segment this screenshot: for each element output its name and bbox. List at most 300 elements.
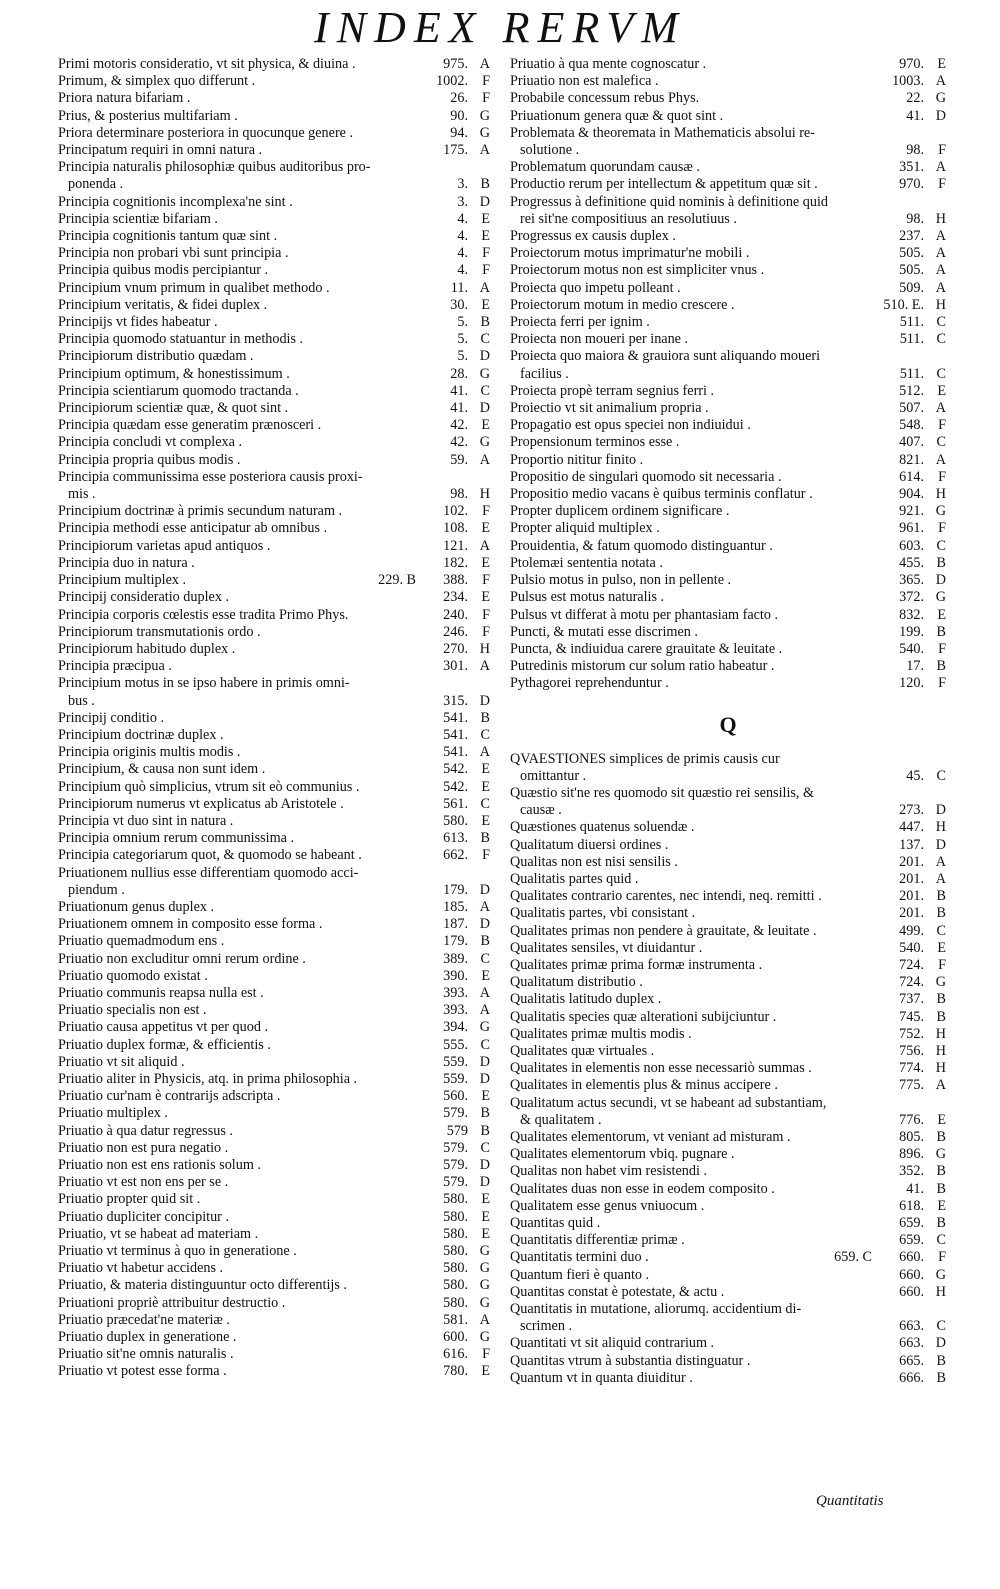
entry-page-number: 724. [899,974,924,991]
entry-page-number: 540. [899,640,924,657]
page-title: INDEX RERVM [314,3,686,52]
entry-section-letter: C [936,1232,946,1249]
entry-text: Principium doctrinæ à primis secundum naturam . [58,503,343,520]
entry-section-letter: C [480,382,490,399]
index-entry [58,348,490,365]
entry-section-letter: E [937,382,946,399]
entry-section-letter: A [935,870,946,887]
index-entry [510,125,946,159]
entry-page-number: 45. [906,767,924,784]
index-entry [510,348,946,382]
entry-page-number: 579. [443,1174,468,1191]
entry-section-letter: F [938,520,946,537]
entry-section-letter: A [935,279,946,296]
entry-page-number: 4. [457,210,468,227]
index-entry [58,538,490,555]
entry-section-letter: F [938,675,946,692]
entry-text: Qualitates elementorum vbiq. pugnare . [510,1146,735,1163]
entry-section-letter: E [481,296,490,313]
entry-text: Qualitas non est nisi sensilis . [510,853,678,870]
entry-section-letter: F [482,847,490,864]
entry-page-number: 98. [906,210,924,227]
index-entry [58,142,490,159]
entry-section-letter: G [935,503,946,520]
index-entry [510,1284,946,1301]
entry-text: Priora natura bifariam . [58,90,191,107]
index-entry [510,1043,946,1060]
entry-section-letter: A [479,984,490,1001]
entry-section-letter: E [481,210,490,227]
entry-text: Priuationum genera quæ & quot sint . [510,107,724,124]
entry-text: Principia non probari vbi sunt principia . [58,245,289,262]
entry-text: Principiorum varietas apud antiquos . [58,537,271,554]
entry-section-letter: E [481,812,490,829]
entry-page-number: 4. [457,262,468,279]
entry-page-number: 511. [899,365,924,382]
entry-section-letter: E [481,417,490,434]
entry-text: Principia duo in natura . [58,554,195,571]
entry-section-letter: F [482,245,490,262]
entry-text: Pulsus est motus naturalis . [510,589,665,606]
index-entry [58,589,490,606]
index-entry [58,985,490,1002]
entry-page-number: 559. [443,1053,468,1070]
entry-text: Principium veritatis, & fidei duplex . [58,296,268,313]
index-entry [510,572,946,589]
entry-continuation: causæ . [520,802,562,819]
entry-text: Ptolemæi sententia notata . [510,554,663,571]
index-entry [58,1123,490,1140]
index-entry [510,871,946,888]
entry-page-number: 970. [899,56,924,72]
index-entry [58,658,490,675]
section-letter-q: Q [719,711,737,737]
entry-page-number: 26. [450,90,468,107]
entry-text: Principium motus in se ipso habere in primis omni- bus . [58,675,430,709]
index-entry [58,1157,490,1174]
entry-text: Principia quædam esse generatim prænosceri . [58,417,322,434]
index-entry [510,1353,946,1370]
index-entry [58,1071,490,1088]
index-entry [58,1002,490,1019]
entry-text: Quæstiones quatenus soluendæ . [510,819,695,836]
entry-text: Quantitatis in mutatione, aliorumq. accidentium di- scrimen . [510,1301,886,1335]
entry-section-letter: G [935,974,946,991]
index-entry [58,417,490,434]
entry-page-number: 185. [443,898,468,915]
entry-text: Principiorum transmutationis ordo . [58,623,261,640]
index-entry [58,1226,490,1243]
index-entry [510,245,946,262]
entry-section-letter: C [936,314,946,331]
index-entry [58,951,490,968]
entry-section-letter: A [479,279,490,296]
entry-text: Quantitas constat è potestate, & actu . [510,1283,725,1300]
entry-page-number: 240. [443,606,468,623]
index-entry [58,847,490,864]
entry-section-letter: F [938,142,946,159]
entry-text: Priuatio vt est non ens per se . [58,1174,229,1191]
index-entry [510,974,946,991]
index-entry [58,744,490,761]
entry-section-letter: B [480,1105,490,1122]
index-entry [58,1209,490,1226]
entry-section-letter: B [936,1369,946,1386]
index-entry [510,589,946,606]
entry-page-number: 663. [899,1318,924,1335]
entry-section-letter: H [479,640,490,657]
index-entry [58,1037,490,1054]
entry-section-letter: F [482,90,490,107]
entry-page-number: 201. [899,853,924,870]
entry-page-number: 665. [899,1352,924,1369]
entry-section-letter: A [935,73,946,90]
entry-text: Qualitates in elementis plus & minus accipere . [510,1077,778,1094]
index-entry [510,819,946,836]
entry-text: Priuatio aliter in Physicis, atq. in prima philosophia . [58,1070,358,1087]
index-entry [510,262,946,279]
entry-page-number: 832. [899,606,924,623]
entry-section-letter: A [935,228,946,245]
index-entry [510,1077,946,1094]
index-entry [58,813,490,830]
entry-continuation: ponenda . [68,176,124,193]
entry-page-number: 1003. [892,73,924,90]
entry-text: Priuatio causa appetitus vt per quod . [58,1019,269,1036]
entry-page-number: 580. [443,1260,468,1277]
entry-section-letter: G [479,1277,490,1294]
index-entry [58,1191,490,1208]
index-entry [510,176,946,193]
entry-page-number: 407. [899,434,924,451]
entry-text: Principia quibus modis percipiantur . [58,262,269,279]
index-entry [58,607,490,624]
index-entry [58,779,490,796]
entry-section-letter: D [479,400,490,417]
entry-text: Principia communissima esse posteriora causis proxi- mis . [58,469,430,503]
entry-text: Progressus ex causis duplex . [510,228,676,245]
entry-text: Pulsio motus in pulso, non in pellente . [510,572,732,589]
entry-section-letter: C [936,434,946,451]
entry-text: Quantum vt in quanta diuiditur . [510,1369,693,1386]
index-entry [510,538,946,555]
entry-page-number: 775. [899,1077,924,1094]
entry-page-number: 618. [899,1197,924,1214]
entry-section-letter: A [479,898,490,915]
entry-text: Quantum fieri è quanto . [510,1266,650,1283]
entry-text: Propagatio est opus speciei non indiuidui . [510,417,751,434]
entry-text: Probabile concessum rebus Phys. [510,90,700,107]
entry-page-number: 921. [899,503,924,520]
index-entry [510,434,946,451]
entry-text: Priuationem omnem in composito esse forma . [58,916,323,933]
entry-text: Principium, & causa non sunt idem . [58,761,266,778]
entry-section-letter: A [935,400,946,417]
entry-page-number: 660. [899,1266,924,1283]
entry-text: Principia concludi vt complexa . [58,434,242,451]
entry-text: Principiorum numerus vt explicatus ab Aristotele . [58,795,344,812]
entry-text: Priuationum genus duplex . [58,898,215,915]
entry-page-number: 137. [899,836,924,853]
entry-page-number: 580. [443,1208,468,1225]
index-entry [58,1260,490,1277]
entry-page-number: 393. [443,1002,468,1019]
entry-text: Priuatio non est ens rationis solum . [58,1157,261,1173]
entry-text: Principium doctrinæ duplex . [58,726,224,743]
entry-text: Qualitates primas non pendere à grauitate, & leuitate . [510,922,817,939]
entry-text: Principiorum habitudo duplex . [58,640,236,657]
entry-text: Qualitatis partes quid . [510,870,639,887]
index-entry [510,905,946,922]
entry-text: Quantitas vtrum à substantia distinguatur . [510,1352,751,1369]
entry-page-number: 510. E. [883,296,924,313]
entry-section-letter: C [936,331,946,348]
entry-text: Principia methodi esse anticipatur ab omnibus . [58,520,328,537]
entry-page-number: 600. [443,1329,468,1346]
index-entry [510,1249,946,1266]
entry-page-number: 179. [443,933,468,950]
entry-page-number: 614. [899,468,924,485]
entry-section-letter: G [479,124,490,141]
entry-section-letter: G [479,1260,490,1277]
entry-section-letter: A [479,537,490,554]
entry-continuation: piendum . [68,881,125,898]
entry-page-number: 737. [899,991,924,1008]
entry-page-number: 98. [450,486,468,503]
entry-section-letter: B [936,888,946,905]
entry-page-number: 505. [899,262,924,279]
entry-text: Primum, & simplex quo differunt . [58,73,256,90]
index-entry [58,675,490,709]
entry-page-number: 182. [443,554,468,571]
entry-text: Qualitates in elementis non esse necessariò summas . [510,1060,812,1077]
entry-section-letter: B [936,905,946,922]
entry-section-letter: E [481,520,490,537]
index-entry [510,923,946,940]
entry-page-number: 102. [443,503,468,520]
entry-page-number: 237. [899,228,924,245]
entry-text: Propensionum terminos esse . [510,434,680,451]
entry-text: Principia categoriarum quot, & quomodo se habeant . [58,847,362,864]
entry-section-letter: A [935,159,946,176]
entry-section-letter: F [482,262,490,279]
entry-section-letter: C [936,1318,946,1335]
index-entry [510,90,946,107]
entry-page-number: 246. [443,623,468,640]
entry-section-letter: A [935,245,946,262]
entry-page-number: 3. [457,193,468,210]
entry-text: Qualitatem esse genus vniuocum . [510,1197,705,1214]
entry-section-letter: D [479,193,490,210]
entry-page-number: 580. [443,812,468,829]
entry-section-letter: A [479,451,490,468]
index-entry [58,641,490,658]
entry-page-number: 745. [899,1008,924,1025]
entry-text: Problematum quorundam causæ . [510,159,700,176]
index-entry [510,486,946,503]
index-entry [58,194,490,211]
entry-text: Propositio de singulari quomodo sit necessaria . [510,468,782,485]
entry-page-number: 394. [443,1019,468,1036]
index-entry [510,751,946,785]
entry-page-number: 393. [443,984,468,1001]
index-entry [58,1295,490,1312]
entry-text: Progressus à definitione quid nominis à definitione quid rei sit'ne compositiuus an resolutiuus . [510,194,886,228]
entry-page-number: 315. [443,692,468,709]
entry-section-letter: D [479,1174,490,1191]
section-p-continued [510,56,946,693]
entry-section-letter: B [480,314,490,331]
index-entry [510,1215,946,1232]
entry-page-number: 560. [443,1088,468,1105]
entry-section-letter: B [936,1180,946,1197]
entry-page-number: 555. [443,1036,468,1053]
entry-section-letter: E [481,1208,490,1225]
entry-page-number: 579. [443,1157,468,1173]
entry-page-number: 542. [443,761,468,778]
entry-page-number: 41. [906,107,924,124]
entry-page-number: 41. [450,382,468,399]
entry-text: Priuatio sit'ne omnis naturalis . [58,1346,234,1363]
index-entry [58,899,490,916]
entry-page-number: 548. [899,417,924,434]
entry-section-letter: E [937,1111,946,1128]
entry-text: Quantitati vt sit aliquid contrarium . [510,1335,715,1352]
index-entry [58,245,490,262]
index-entry [510,228,946,245]
entry-page-number: 580. [443,1277,468,1294]
entry-page-number: 559. [443,1070,468,1087]
entry-section-letter: B [936,991,946,1008]
index-entry [510,331,946,348]
entry-page-number: 41. [906,1180,924,1197]
entry-page-number: 663. [899,1335,924,1352]
index-entry [510,624,946,641]
entry-section-letter: G [935,1266,946,1283]
entry-text: Quantitatis termini duo . [510,1249,649,1266]
index-entry [58,1329,490,1346]
index-entry [510,1146,946,1163]
entry-page-number: 372. [899,589,924,606]
entry-section-letter: E [481,1088,490,1105]
entry-text: Principium optimum, & honestissimum . [58,365,290,382]
index-entry [510,1335,946,1352]
index-entry [58,108,490,125]
index-entry [58,503,490,520]
entry-section-letter: B [480,933,490,950]
entry-text: Priuationem nullius esse differentiam quomodo acci- piendum . [58,865,430,899]
entry-page-number: 540. [899,939,924,956]
index-entry [510,641,946,658]
index-entry [58,159,490,193]
index-entry [58,1346,490,1363]
entry-page-number: 499. [899,922,924,939]
entry-section-letter: A [479,56,490,72]
index-entry [58,572,490,589]
catchword: Quantitatis [816,1493,884,1509]
entry-text: Priuatio non est pura negatio . [58,1139,229,1156]
entry-page-number: 388. [443,572,468,589]
index-entry [510,940,946,957]
index-entry [58,624,490,641]
entry-continuation: facilius . [520,365,569,382]
entry-text: Principia originis multis modis . [58,744,241,761]
entry-text: Priuatio non excluditur omni rerum ordine . [58,950,306,967]
entry-page-number: 121. [443,537,468,554]
entry-continuation: solutione . [520,142,580,159]
entry-text: Priuatio specialis non est . [58,1002,207,1019]
entry-section-letter: E [937,1197,946,1214]
entry-section-letter: H [935,296,946,313]
entry-text: Qualitates contrario carentes, nec intendi, neq. remitti . [510,888,822,905]
entry-page-number: 234. [443,589,468,606]
entry-text: Propositio medio vacans è quibus terminis conflatur . [510,486,813,503]
entry-page-number: 659. [899,1232,924,1249]
index-entry [510,1095,946,1129]
entry-page-number: 512. [899,382,924,399]
entry-page-number: 5. [457,314,468,331]
entry-page-number: 389. [443,950,468,967]
entry-section-letter: C [480,331,490,348]
entry-section-letter: G [479,107,490,124]
entry-page-number: 98. [906,142,924,159]
index-entry [510,1301,946,1335]
entry-section-letter: F [482,623,490,640]
entry-page-number: 41. [450,400,468,417]
entry-text: Priuatio, vt se habeat ad materiam . [58,1225,259,1242]
entry-text: Priuatio quemadmodum ens . [58,933,225,950]
entry-section-letter: H [935,1283,946,1300]
entry-section-letter: G [935,589,946,606]
entry-section-letter: B [480,830,490,847]
index-entry [58,56,490,73]
entry-section-letter: D [935,836,946,853]
entry-page-number: 580. [443,1225,468,1242]
entry-section-letter: H [935,819,946,836]
entry-text: Quantitatis differentiæ primæ . [510,1232,685,1249]
entry-page-number: 59. [450,451,468,468]
entry-page-number: 541. [443,726,468,743]
index-entry [58,796,490,813]
entry-page-number: 187. [443,916,468,933]
entry-section-letter: E [481,1225,490,1242]
entry-text: Proiecta ferri per ignim . [510,314,650,331]
entry-page-number: 505. [899,245,924,262]
index-entry [58,297,490,314]
index-entry [58,1277,490,1294]
index-entry [510,1232,946,1249]
entry-text: Priuatio propter quid sit . [58,1191,201,1208]
entry-section-letter: B [936,1215,946,1231]
entry-page-number: 201. [899,905,924,922]
entry-continuation: bus . [68,692,95,709]
entry-page-number: 580. [443,1191,468,1208]
index-entry [58,434,490,451]
index-entry [58,727,490,744]
entry-section-letter: B [480,1122,490,1139]
index-entry [510,1181,946,1198]
entry-page-number: 199. [899,623,924,640]
entry-text: Priuatio vt sit aliquid . [58,1053,185,1070]
entry-section-letter: F [482,73,490,90]
entry-section-letter: D [479,1157,490,1173]
entry-text: Qualitates duas non esse in eodem composito . [510,1180,775,1197]
entry-page-number: 30. [450,296,468,313]
entry-text: Proiectorum motum in medio crescere . [510,296,735,313]
entry-section-letter: A [935,262,946,279]
entry-text: Priuatio duplex in generatione . [58,1329,237,1346]
entry-section-letter: A [479,1311,490,1328]
